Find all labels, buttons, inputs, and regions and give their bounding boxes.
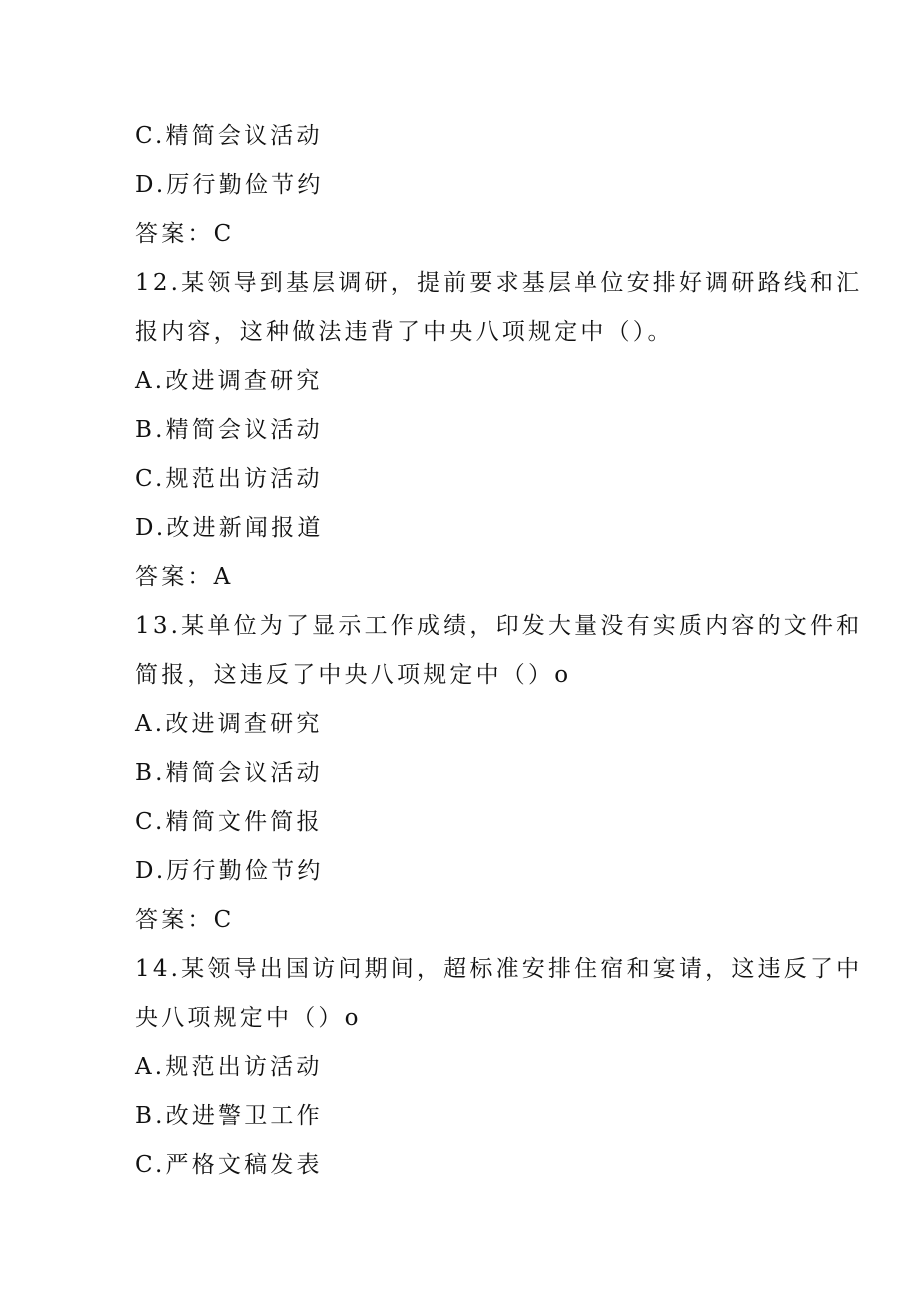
option-line: D.改进新闻报道 <box>135 515 324 541</box>
question-text: 13.某单位为了显示工作成绩，印发大量没有实质内容的文件和 <box>135 613 863 639</box>
option-line: D.厉行勤俭节约 <box>135 858 324 884</box>
option-line: B.改进警卫工作 <box>135 1103 323 1129</box>
option-line: C.精简会议活动 <box>135 123 323 149</box>
document-page <box>135 112 863 1190</box>
option-line: C.精简文件简报 <box>135 809 323 835</box>
option-line: C.严格文稿发表 <box>135 1152 323 1178</box>
question-text: 14.某领导出国访问期间，超标准安排住宿和宴请，这违反了中 <box>135 956 863 982</box>
option-line: A.改进调查研究 <box>135 368 323 394</box>
option-line: B.精简会议活动 <box>135 760 323 786</box>
question-text: 12.某领导到基层调研，提前要求基层单位安排好调研路线和汇 <box>135 270 863 296</box>
option-line: B.精简会议活动 <box>135 417 323 443</box>
question-text: 报内容，这种做法违背了中央八项规定中（）。 <box>135 319 674 345</box>
option-line: A.规范出访活动 <box>135 1054 323 1080</box>
answer-line: 答案：C <box>135 221 235 247</box>
option-line: D.厉行勤俭节约 <box>135 172 324 198</box>
answer-line: 答案：C <box>135 907 235 933</box>
option-line: C.规范出访活动 <box>135 466 323 492</box>
answer-line: 答案：A <box>135 564 234 590</box>
option-line: A.改进调查研究 <box>135 711 323 737</box>
question-text: 简报，这违反了中央八项规定中（）o <box>135 662 572 688</box>
question-text: 央八项规定中（）o <box>135 1005 362 1031</box>
